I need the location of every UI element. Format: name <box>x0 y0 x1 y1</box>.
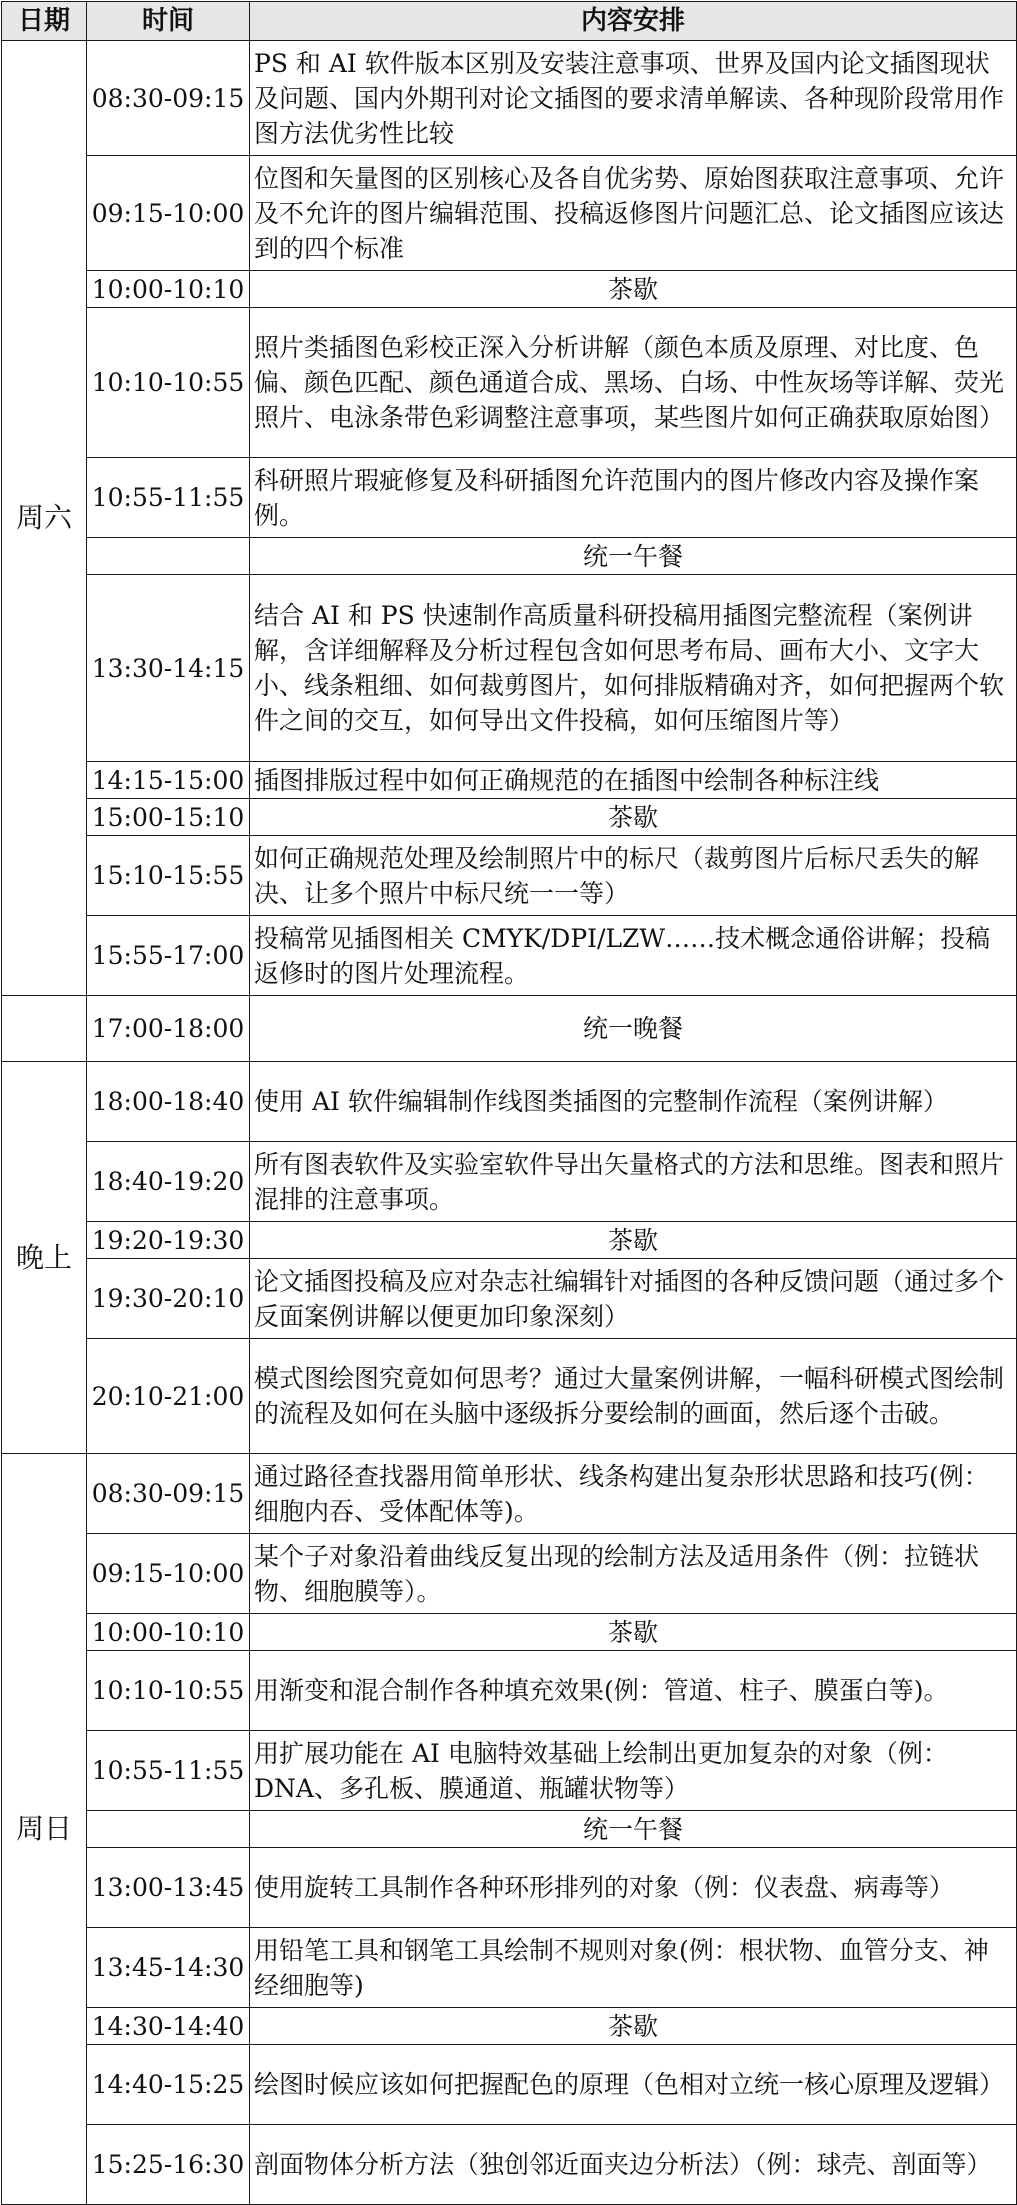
schedule-row <box>2 1811 1017 1848</box>
schedule-row <box>2 1222 1017 1259</box>
content-cell: 绘图时候应该如何把握配色的原理（色相对立统一核心原理及逻辑） <box>250 2045 1017 2125</box>
schedule-row <box>2 1614 1017 1651</box>
day-cell: 周六 <box>2 41 87 996</box>
time-cell: 10:00-10:10 <box>87 271 250 308</box>
schedule-row <box>2 1928 1017 2008</box>
time-cell: 10:00-10:10 <box>87 1614 250 1651</box>
schedule-row <box>2 1534 1017 1614</box>
time-cell: 19:30-20:10 <box>87 1259 250 1339</box>
schedule-row <box>2 2008 1017 2045</box>
content-cell: 科研照片瑕疵修复及科研插图允许范围内的图片修改内容及操作案例。 <box>250 458 1017 538</box>
header-time: 时间 <box>87 2 250 41</box>
content-cell: 使用 AI 软件编辑制作线图类插图的完整制作流程（案例讲解） <box>250 1062 1017 1142</box>
content-cell: 如何正确规范处理及绘制照片中的标尺（裁剪图片后标尺丢失的解决、让多个照片中标尺统一一等） <box>250 836 1017 916</box>
schedule-row <box>2 996 1017 1062</box>
schedule-row <box>2 1848 1017 1928</box>
time-cell: 18:40-19:20 <box>87 1142 250 1222</box>
schedule-row <box>2 1454 1017 1534</box>
content-cell: 使用旋转工具制作各种环形排列的对象（例：仪表盘、病毒等） <box>250 1848 1017 1928</box>
schedule-row <box>2 1259 1017 1339</box>
time-cell: 17:00-18:00 <box>87 996 250 1062</box>
break-cell: 统一午餐 <box>250 538 1017 575</box>
break-cell: 茶歇 <box>250 799 1017 836</box>
schedule-row <box>2 836 1017 916</box>
time-cell: 13:45-14:30 <box>87 1928 250 2008</box>
time-cell: 09:15-10:00 <box>87 156 250 271</box>
schedule-row <box>2 1062 1017 1142</box>
content-cell: 论文插图投稿及应对杂志社编辑针对插图的各种反馈问题（通过多个反面案例讲解以便更加印象深刻） <box>250 1259 1017 1339</box>
schedule-row <box>2 1339 1017 1454</box>
time-cell: 08:30-09:15 <box>87 1454 250 1534</box>
content-cell: 所有图表软件及实验室软件导出矢量格式的方法和思维。图表和照片混排的注意事项。 <box>250 1142 1017 1222</box>
day-cell: 周日 <box>2 1454 87 2205</box>
schedule-row <box>2 41 1017 156</box>
time-cell: 10:10-10:55 <box>87 308 250 458</box>
time-cell: 10:10-10:55 <box>87 1651 250 1731</box>
content-cell: 用渐变和混合制作各种填充效果(例：管道、柱子、膜蛋白等)。 <box>250 1651 1017 1731</box>
content-cell: PS 和 AI 软件版本区别及安装注意事项、世界及国内论文插图现状及问题、国内外期刊对论文插图的要求清单解读、各种现阶段常用作图方法优劣性比较 <box>250 41 1017 156</box>
time-cell: 10:55-11:55 <box>87 458 250 538</box>
content-cell: 结合 AI 和 PS 快速制作高质量科研投稿用插图完整流程（案例讲解，含详细解释及分析过程包含如何思考布局、画布大小、文字大小、线条粗细、如何裁剪图片，如何排版精确对齐，如何把握两个软件之间的交互，如何导出文件投稿，如何压缩图片等） <box>250 575 1017 762</box>
time-cell: 13:00-13:45 <box>87 1848 250 1928</box>
schedule-body <box>2 41 1017 2205</box>
content-cell: 用扩展功能在 AI 电脑特效基础上绘制出更加复杂的对象（例：DNA、多孔板、膜通道、瓶罐状物等） <box>250 1731 1017 1811</box>
schedule-row <box>2 1651 1017 1731</box>
schedule-row <box>2 308 1017 458</box>
time-cell: 19:20-19:30 <box>87 1222 250 1259</box>
content-cell: 照片类插图色彩校正深入分析讲解（颜色本质及原理、对比度、色偏、颜色匹配、颜色通道合成、黑场、白场、中性灰场等详解、荧光照片、电泳条带色彩调整注意事项，某些图片如何正确获取原始图） <box>250 308 1017 458</box>
time-cell: 15:10-15:55 <box>87 836 250 916</box>
time-cell: 15:00-15:10 <box>87 799 250 836</box>
schedule-row <box>2 916 1017 996</box>
time-cell: 14:15-15:00 <box>87 762 250 799</box>
header-date: 日期 <box>2 2 87 41</box>
content-cell: 某个子对象沿着曲线反复出现的绘制方法及适用条件（例：拉链状物、细胞膜等）。 <box>250 1534 1017 1614</box>
time-cell: 08:30-09:15 <box>87 41 250 156</box>
content-cell: 用铅笔工具和钢笔工具绘制不规则对象(例：根状物、血管分支、神经细胞等) <box>250 1928 1017 2008</box>
header-content: 内容安排 <box>250 2 1017 41</box>
time-cell: 14:30-14:40 <box>87 2008 250 2045</box>
schedule-row <box>2 799 1017 836</box>
content-cell: 位图和矢量图的区别核心及各自优劣势、原始图获取注意事项、允许及不允许的图片编辑范围、投稿返修图片问题汇总、论文插图应该达到的四个标准 <box>250 156 1017 271</box>
content-cell: 投稿常见插图相关 CMYK/DPI/LZW……技术概念通俗讲解；投稿返修时的图片处理流程。 <box>250 916 1017 996</box>
content-cell: 通过路径查找器用简单形状、线条构建出复杂形状思路和技巧(例：细胞内吞、受体配体等)。 <box>250 1454 1017 1534</box>
time-cell: 20:10-21:00 <box>87 1339 250 1454</box>
schedule-row <box>2 575 1017 762</box>
break-cell: 茶歇 <box>250 1222 1017 1259</box>
day-cell: 晚上 <box>2 1062 87 1454</box>
schedule-row <box>2 271 1017 308</box>
schedule-table <box>1 1 1017 2205</box>
time-cell: 15:55-17:00 <box>87 916 250 996</box>
time-cell: 14:40-15:25 <box>87 2045 250 2125</box>
time-cell: 10:55-11:55 <box>87 1731 250 1811</box>
time-cell <box>87 1811 250 1848</box>
time-cell: 13:30-14:15 <box>87 575 250 762</box>
schedule-row <box>2 156 1017 271</box>
time-cell: 09:15-10:00 <box>87 1534 250 1614</box>
break-cell: 茶歇 <box>250 271 1017 308</box>
time-cell: 15:25-16:30 <box>87 2125 250 2205</box>
content-cell: 插图排版过程中如何正确规范的在插图中绘制各种标注线 <box>250 762 1017 799</box>
break-cell: 茶歇 <box>250 1614 1017 1651</box>
schedule-row <box>2 1731 1017 1811</box>
schedule-row <box>2 1142 1017 1222</box>
header-row <box>2 2 1017 41</box>
schedule-row <box>2 2045 1017 2125</box>
break-cell: 统一晚餐 <box>250 996 1017 1062</box>
schedule-row <box>2 2125 1017 2205</box>
day-cell <box>2 996 87 1062</box>
break-cell: 统一午餐 <box>250 1811 1017 1848</box>
schedule-row <box>2 762 1017 799</box>
time-cell: 18:00-18:40 <box>87 1062 250 1142</box>
content-cell: 模式图绘图究竟如何思考？通过大量案例讲解，一幅科研模式图绘制的流程及如何在头脑中逐级拆分要绘制的画面，然后逐个击破。 <box>250 1339 1017 1454</box>
break-cell: 茶歇 <box>250 2008 1017 2045</box>
schedule-row <box>2 458 1017 538</box>
content-cell: 剖面物体分析方法（独创邻近面夹边分析法）（例：球壳、剖面等） <box>250 2125 1017 2205</box>
time-cell <box>87 538 250 575</box>
schedule-row <box>2 538 1017 575</box>
